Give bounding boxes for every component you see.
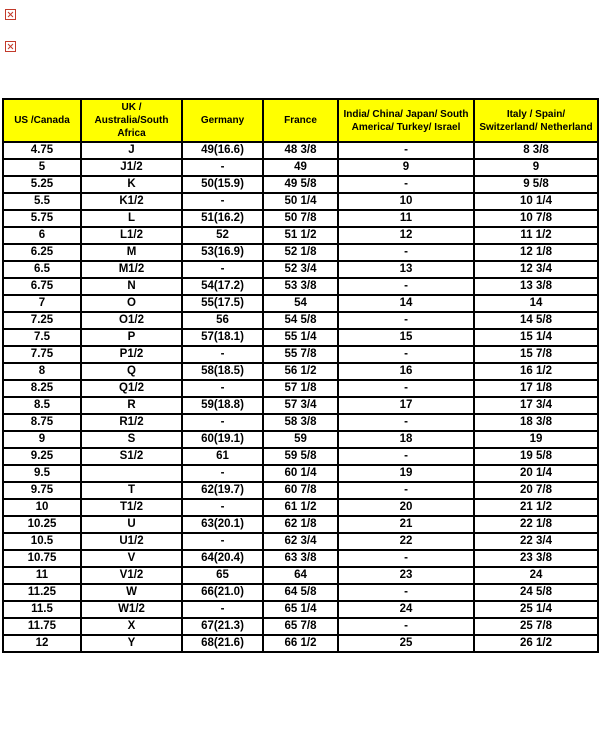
cell: 4.75: [3, 142, 81, 159]
table-row: [3, 193, 598, 210]
cell: 55(17.5): [182, 295, 263, 312]
cell: 54 5/8: [263, 312, 338, 329]
table-row: [3, 363, 598, 380]
table-row: [3, 584, 598, 601]
cell: -: [338, 584, 474, 601]
table-row: [3, 567, 598, 584]
cell: 10.25: [3, 516, 81, 533]
cell: -: [182, 499, 263, 516]
table-row: [3, 278, 598, 295]
cell: -: [338, 312, 474, 329]
cell: 62(19.7): [182, 482, 263, 499]
cell: 24: [474, 567, 598, 584]
cell: 55 7/8: [263, 346, 338, 363]
cell: Q: [81, 363, 182, 380]
cell: 56: [182, 312, 263, 329]
cell: 18: [338, 431, 474, 448]
cell: 16: [338, 363, 474, 380]
cell: 53 3/8: [263, 278, 338, 295]
table-row: [3, 601, 598, 618]
cell: 51(16.2): [182, 210, 263, 227]
cell: 64 5/8: [263, 584, 338, 601]
cell: 52 1/8: [263, 244, 338, 261]
cell: 23 3/8: [474, 550, 598, 567]
cell: -: [182, 261, 263, 278]
cell: 25 7/8: [474, 618, 598, 635]
cell: 21: [338, 516, 474, 533]
cell: 10.75: [3, 550, 81, 567]
cell: V1/2: [81, 567, 182, 584]
table-row: [3, 499, 598, 516]
cell: T1/2: [81, 499, 182, 516]
cell: 7.75: [3, 346, 81, 363]
cell: 65: [182, 567, 263, 584]
cell: 57 1/8: [263, 380, 338, 397]
cell: J1/2: [81, 159, 182, 176]
cell: 49: [263, 159, 338, 176]
cell: 51 1/2: [263, 227, 338, 244]
table-row: [3, 210, 598, 227]
cell: -: [338, 346, 474, 363]
cell: 22 1/8: [474, 516, 598, 533]
table-row: [3, 346, 598, 363]
table-row: [3, 261, 598, 278]
cell: 52: [182, 227, 263, 244]
cell: 65 7/8: [263, 618, 338, 635]
cell: 11.75: [3, 618, 81, 635]
cell: J: [81, 142, 182, 159]
table-row: [3, 380, 598, 397]
cell: 9: [3, 431, 81, 448]
cell: M1/2: [81, 261, 182, 278]
cell: 25 1/4: [474, 601, 598, 618]
cell: 13: [338, 261, 474, 278]
cell: Q1/2: [81, 380, 182, 397]
cell: 54(17.2): [182, 278, 263, 295]
cell: 55 1/4: [263, 329, 338, 346]
cell: 60 1/4: [263, 465, 338, 482]
cell: 49(16.6): [182, 142, 263, 159]
cell: 6.75: [3, 278, 81, 295]
cell: 53(16.9): [182, 244, 263, 261]
broken-image-icon: [5, 41, 16, 52]
cell: -: [338, 244, 474, 261]
table-row: [3, 448, 598, 465]
cell: 24 5/8: [474, 584, 598, 601]
cell: 9 5/8: [474, 176, 598, 193]
table-row: [3, 618, 598, 635]
cell: 66 1/2: [263, 635, 338, 652]
cell: 5.25: [3, 176, 81, 193]
cell: 5.5: [3, 193, 81, 210]
cell: 10 1/4: [474, 193, 598, 210]
cell: S: [81, 431, 182, 448]
cell: 24: [338, 601, 474, 618]
cell: 9: [338, 159, 474, 176]
cell: 11.5: [3, 601, 81, 618]
table-row: [3, 397, 598, 414]
column-header: UK / Australia/South Africa: [81, 99, 182, 142]
cell: 58(18.5): [182, 363, 263, 380]
cell: 6.25: [3, 244, 81, 261]
cell: -: [338, 618, 474, 635]
cell: 9: [474, 159, 598, 176]
table-row: [3, 431, 598, 448]
cell: 59 5/8: [263, 448, 338, 465]
cell: 12 3/4: [474, 261, 598, 278]
cell: Y: [81, 635, 182, 652]
cell: 56 1/2: [263, 363, 338, 380]
cell: 63 3/8: [263, 550, 338, 567]
cell: 19 5/8: [474, 448, 598, 465]
cell: W1/2: [81, 601, 182, 618]
column-header: US /Canada: [3, 99, 81, 142]
cell: 15: [338, 329, 474, 346]
cell: 67(21.3): [182, 618, 263, 635]
table-row: [3, 414, 598, 431]
cell: -: [182, 533, 263, 550]
cell: S1/2: [81, 448, 182, 465]
cell: 19: [474, 431, 598, 448]
cell: 57(18.1): [182, 329, 263, 346]
cell: 7.5: [3, 329, 81, 346]
table-row: [3, 295, 598, 312]
cell: 61: [182, 448, 263, 465]
cell: 48 3/8: [263, 142, 338, 159]
cell: 10: [338, 193, 474, 210]
cell: 64: [263, 567, 338, 584]
cell: 5: [3, 159, 81, 176]
cell: 14 5/8: [474, 312, 598, 329]
cell: X: [81, 618, 182, 635]
table-row: [3, 159, 598, 176]
cell: 22 3/4: [474, 533, 598, 550]
cell: -: [182, 346, 263, 363]
cell: 50(15.9): [182, 176, 263, 193]
cell: T: [81, 482, 182, 499]
broken-image-icon: [5, 9, 16, 20]
cell: 6.5: [3, 261, 81, 278]
cell: R: [81, 397, 182, 414]
cell: 11: [3, 567, 81, 584]
table-row: [3, 516, 598, 533]
header-row: [3, 99, 598, 142]
table-row: [3, 227, 598, 244]
cell: N: [81, 278, 182, 295]
cell: 5.75: [3, 210, 81, 227]
cell: 10 7/8: [474, 210, 598, 227]
cell: V: [81, 550, 182, 567]
cell: 26 1/2: [474, 635, 598, 652]
cell: 62 3/4: [263, 533, 338, 550]
cell: R1/2: [81, 414, 182, 431]
cell: 20 1/4: [474, 465, 598, 482]
cell: -: [338, 142, 474, 159]
cell: 16 1/2: [474, 363, 598, 380]
cell: L1/2: [81, 227, 182, 244]
cell: 18 3/8: [474, 414, 598, 431]
cell: 11 1/2: [474, 227, 598, 244]
cell: 9.75: [3, 482, 81, 499]
column-header: Germany: [182, 99, 263, 142]
cell: 17 3/4: [474, 397, 598, 414]
cell: M: [81, 244, 182, 261]
cell: 10: [3, 499, 81, 516]
cell: [81, 465, 182, 482]
cell: 64(20.4): [182, 550, 263, 567]
table-row: [3, 176, 598, 193]
cell: -: [338, 414, 474, 431]
cell: -: [338, 176, 474, 193]
cell: 8.75: [3, 414, 81, 431]
column-header: Italy / Spain/ Switzerland/ Netherland: [474, 99, 598, 142]
cell: K: [81, 176, 182, 193]
cell: -: [338, 448, 474, 465]
cell: 66(21.0): [182, 584, 263, 601]
cell: 17 1/8: [474, 380, 598, 397]
cell: -: [338, 550, 474, 567]
cell: -: [182, 414, 263, 431]
table-row: [3, 329, 598, 346]
cell: 13 3/8: [474, 278, 598, 295]
cell: 11.25: [3, 584, 81, 601]
cell: 21 1/2: [474, 499, 598, 516]
cell: 8.5: [3, 397, 81, 414]
cell: 52 3/4: [263, 261, 338, 278]
cell: 12 1/8: [474, 244, 598, 261]
cell: 17: [338, 397, 474, 414]
cell: 14: [474, 295, 598, 312]
cell: 54: [263, 295, 338, 312]
ring-size-conversion-table: [2, 98, 599, 653]
cell: 20: [338, 499, 474, 516]
cell: 14: [338, 295, 474, 312]
column-header: India/ China/ Japan/ South America/ Turkey/ Israel: [338, 99, 474, 142]
cell: 63(20.1): [182, 516, 263, 533]
cell: K1/2: [81, 193, 182, 210]
table-row: [3, 312, 598, 329]
cell: 25: [338, 635, 474, 652]
cell: 57 3/4: [263, 397, 338, 414]
cell: 12: [3, 635, 81, 652]
cell: 10.5: [3, 533, 81, 550]
table-row: [3, 244, 598, 261]
cell: 50 7/8: [263, 210, 338, 227]
cell: -: [338, 482, 474, 499]
table-row: [3, 533, 598, 550]
cell: 22: [338, 533, 474, 550]
cell: 7: [3, 295, 81, 312]
table-row: [3, 482, 598, 499]
cell: 20 7/8: [474, 482, 598, 499]
cell: 58 3/8: [263, 414, 338, 431]
cell: 60 7/8: [263, 482, 338, 499]
cell: W: [81, 584, 182, 601]
cell: 50 1/4: [263, 193, 338, 210]
cell: -: [182, 380, 263, 397]
cell: 15 7/8: [474, 346, 598, 363]
table-row: [3, 635, 598, 652]
cell: 49 5/8: [263, 176, 338, 193]
cell: 8.25: [3, 380, 81, 397]
cell: U: [81, 516, 182, 533]
cell: 65 1/4: [263, 601, 338, 618]
cell: -: [182, 601, 263, 618]
cell: U1/2: [81, 533, 182, 550]
cell: 19: [338, 465, 474, 482]
cell: 59: [263, 431, 338, 448]
cell: 12: [338, 227, 474, 244]
cell: 23: [338, 567, 474, 584]
cell: 6: [3, 227, 81, 244]
cell: -: [182, 193, 263, 210]
cell: 62 1/8: [263, 516, 338, 533]
table-row: [3, 142, 598, 159]
cell: L: [81, 210, 182, 227]
table-row: [3, 550, 598, 567]
cell: P: [81, 329, 182, 346]
cell: 8: [3, 363, 81, 380]
cell: P1/2: [81, 346, 182, 363]
cell: 8 3/8: [474, 142, 598, 159]
cell: 9.5: [3, 465, 81, 482]
cell: O1/2: [81, 312, 182, 329]
table-row: [3, 465, 598, 482]
cell: -: [182, 159, 263, 176]
cell: 9.25: [3, 448, 81, 465]
column-header: France: [263, 99, 338, 142]
cell: 60(19.1): [182, 431, 263, 448]
cell: 11: [338, 210, 474, 227]
cell: 7.25: [3, 312, 81, 329]
cell: -: [338, 278, 474, 295]
cell: 68(21.6): [182, 635, 263, 652]
cell: 15 1/4: [474, 329, 598, 346]
cell: 59(18.8): [182, 397, 263, 414]
cell: -: [338, 380, 474, 397]
cell: -: [182, 465, 263, 482]
cell: O: [81, 295, 182, 312]
cell: 61 1/2: [263, 499, 338, 516]
